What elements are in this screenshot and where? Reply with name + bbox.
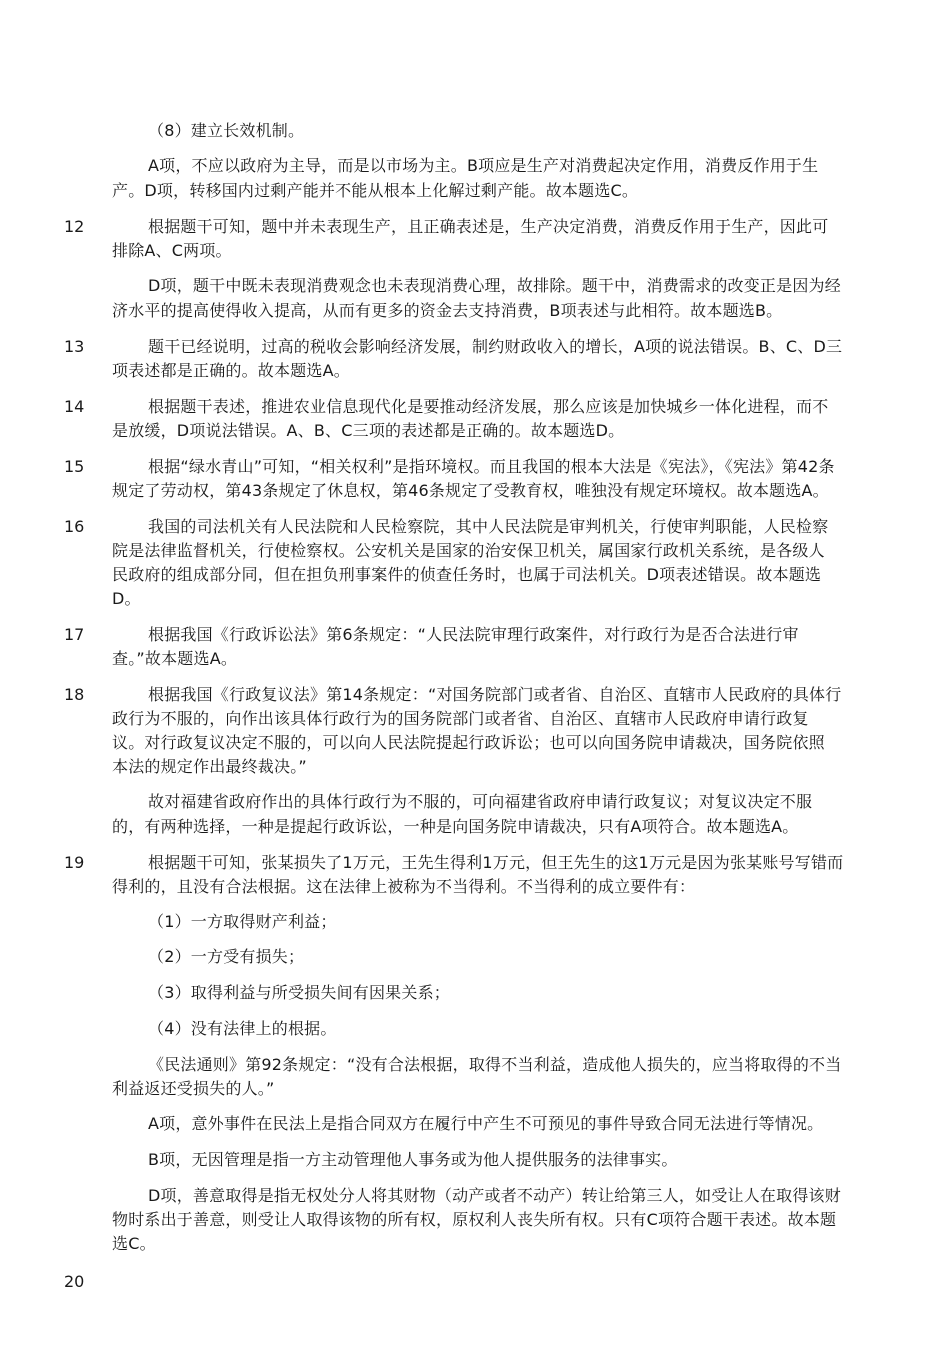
text-line: 民政府的组成部分同，但在担负刑事案件的侦查任务时，也属于司法机关。D项表述错误。故本题选 (112, 565, 822, 584)
question-number: 12 (64, 217, 85, 236)
text-line: 根据我国《行政复议法》第14条规定：“对国务院部门或者省、自治区、直辖市人民政府的具体行 (148, 685, 842, 704)
text-line: A项，不应以政府为主导，而是以市场为主。B项应是生产对消费起决定作用，消费反作用于生 (148, 156, 819, 175)
text-line: （4）没有法律上的根据。 (148, 1019, 337, 1038)
text-line: 政行为不服的，向作出该具体行政行为的国务院部门或者省、自治区、直辖市人民政府申请行政复 (112, 709, 809, 728)
text-line: 根据题干表述，推进农业信息现代化是要推动经济发展，那么应该是加快城乡一体化进程，而不 (148, 397, 829, 416)
text-line: 本法的规定作出最终裁决。” (112, 757, 307, 776)
question-number: 13 (64, 337, 85, 356)
text-line: （2）一方受有损失； (148, 947, 305, 966)
text-line: 我国的司法机关有人民法院和人民检察院，其中人民法院是审判机关，行使审判职能，人民检察 (148, 517, 829, 536)
text-line: 院是法律监督机关，行使检察权。公安机关是国家的治安保卫机关，属国家行政机关系统，是各级人 (112, 541, 825, 560)
question-number: 18 (64, 685, 85, 704)
text-line: 根据题干可知，张某损失了1万元，王先生得利1万元，但王先生的这1万元是因为张某账号写错而 (148, 853, 844, 872)
text-line: 的，有两种选择，一种是提起行政诉讼，一种是向国务院申请裁决，只有A项符合。故本题选A。 (112, 817, 799, 836)
text-line: 选C。 (112, 1234, 156, 1253)
text-line: 物时系出于善意，则受让人取得该物的所有权，原权利人丧失所有权。只有C项符合题干表述。故本题 (112, 1210, 837, 1229)
text-line: 查。”故本题选A。 (112, 649, 238, 668)
text-line: 根据“绿水青山”可知，“相关权利”是指环境权。而且我国的根本大法是《宪法》，《宪法》第42条 (148, 457, 835, 476)
text-line: （8）建立长效机制。 (148, 121, 305, 140)
text-line: （1）一方取得财产利益； (148, 912, 337, 931)
text-line: B项，无因管理是指一方主动管理他人事务或为他人提供服务的法律事实。 (148, 1150, 678, 1169)
text-line: A项，意外事件在民法上是指合同双方在履行中产生不可预见的事件导致合同无法进行等情况。 (148, 1114, 824, 1133)
text-line: （3）取得利益与所受损失间有因果关系； (148, 983, 450, 1002)
text-line: 题干已经说明，过高的税收会影响经济发展，制约财政收入的增长，A项的说法错误。B、C、D三 (148, 337, 843, 356)
question-number: 14 (64, 397, 85, 416)
text-line: 排除A、C两项。 (112, 241, 232, 260)
question-number: 20 (64, 1272, 85, 1291)
text-line: 产。D项，转移国内过剩产能并不能从根本上化解过剩产能。故本题选C。 (112, 181, 639, 200)
text-line: 得利的，且没有合法根据。这在法律上被称为不当得利。不当得利的成立要件有： (112, 877, 696, 896)
text-line: D项，题干中既未表现消费观念也未表现消费心理，故排除。题干中，消费需求的改变正是因为经 (148, 276, 841, 295)
text-line: 规定了劳动权，第43条规定了休息权，第46条规定了受教育权，唯独没有规定环境权。故本题选A。 (112, 481, 829, 500)
question-number: 16 (64, 517, 85, 536)
text-line: D项，善意取得是指无权处分人将其财物（动产或者不动产）转让给第三人，如受让人在取得该财 (148, 1186, 841, 1205)
text-line: 议。对行政复议决定不服的，可以向人民法院提起行政诉讼；也可以向国务院申请裁决，国务院依照 (112, 733, 825, 752)
question-number: 17 (64, 625, 85, 644)
text-line: 是放缓，D项说法错误。A、B、C三项的表述都是正确的。故本题选D。 (112, 421, 625, 440)
question-number: 19 (64, 853, 85, 872)
text-line: 《民法通则》第92条规定：“没有合法根据，取得不当利益，造成他人损失的，应当将取得的不当 (148, 1055, 842, 1074)
text-line: 济水平的提高使得收入提高，从而有更多的资金去支持消费，B项表述与此相符。故本题选B。 (112, 301, 783, 320)
text-line: 根据题干可知，题中并未表现生产，且正确表述是，生产决定消费，消费反作用于生产，因此可 (148, 217, 829, 236)
text-line: 故对福建省政府作出的具体行政行为不服的，可向福建省政府申请行政复议；对复议决定不服 (148, 792, 813, 811)
text-line: D。 (112, 589, 141, 608)
text-line: 利益返还受损失的人。” (112, 1079, 275, 1098)
text-line: 根据我国《行政诉讼法》第6条规定：“人民法院审理行政案件，对行政行为是否合法进行审 (148, 625, 799, 644)
question-number: 15 (64, 457, 85, 476)
text-line: 项表述都是正确的。故本题选A。 (112, 361, 350, 380)
